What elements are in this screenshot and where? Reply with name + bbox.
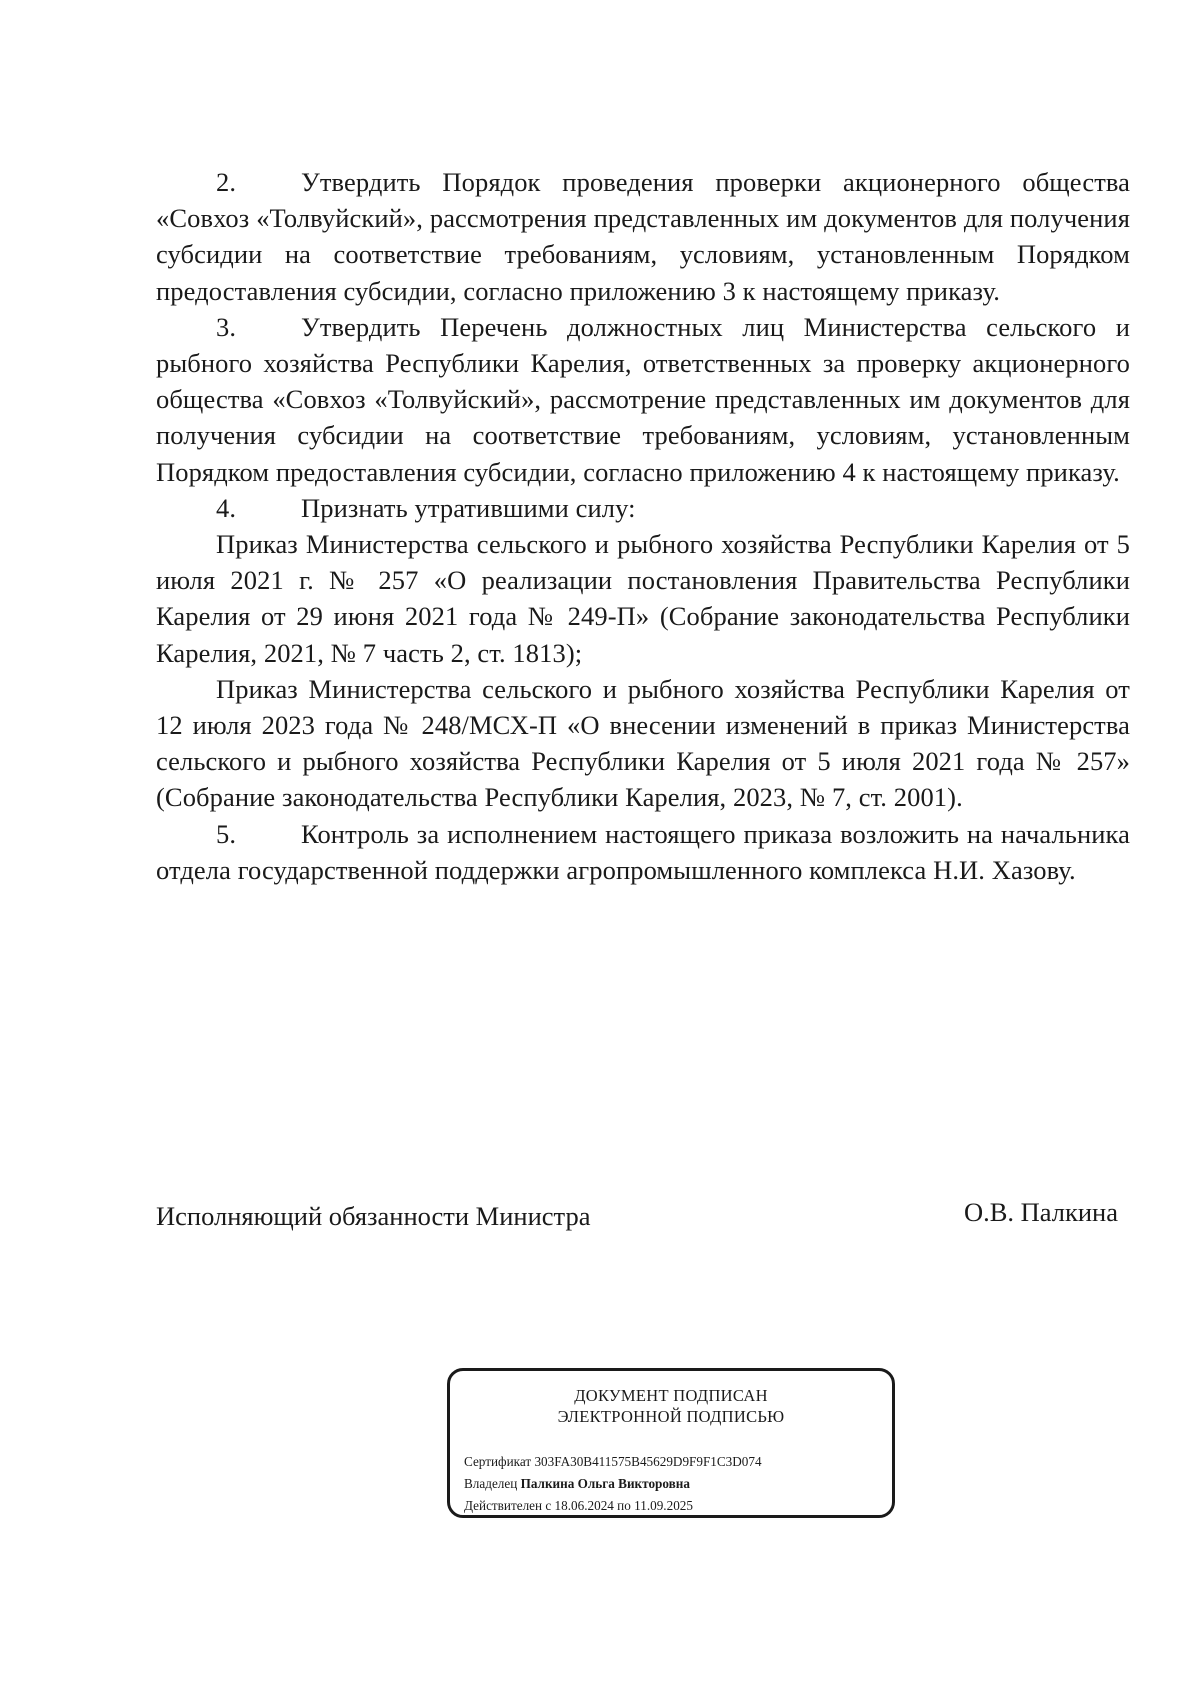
- document-body: [156, 164, 1130, 888]
- valid-from: 18.06.2024: [554, 1498, 614, 1513]
- valid-label: Действителен с: [464, 1498, 552, 1513]
- paragraph-text: Утвердить Порядок проведения проверки акционерного общества «Совхоз «Толвуйский», рассмотрения представленных им документов для получения субсидии на соответствие требованиям, условиям, установленным Порядком предоставления субсидии, согласно приложению 3 к настоящему приказу.: [156, 167, 1130, 306]
- signatory-title: Исполняющий обязанности Министра: [156, 1201, 591, 1231]
- valid-to-label: по: [617, 1498, 631, 1513]
- paragraph-number: 4.: [216, 492, 237, 523]
- stamp-header-line-2: ЭЛЕКТРОННОЙ ПОДПИСЬЮ: [557, 1407, 785, 1426]
- paragraph-number: 3.: [216, 311, 237, 342]
- paragraph-5: [156, 816, 1130, 888]
- stamp-owner-line: [464, 1473, 762, 1495]
- stamp-header-line-1: ДОКУМЕНТ ПОДПИСАН: [574, 1386, 768, 1405]
- stamp-header: [450, 1385, 892, 1427]
- paragraph-text: Приказ Министерства сельского и рыбного хозяйства Республики Карелия от 5 июля 2021 г. № 257 «О реализации постановления Правительства Республики Карелия от 29 июня 2021 года № 249-П» (Собрание законодательства Республики Карелия, 2021, № 7 часть 2, ст. 1813);: [156, 529, 1130, 668]
- paragraph-4-item-2: [156, 671, 1130, 816]
- certificate-value: 303FA30B411575B45629D9F9F1C3D074: [534, 1454, 762, 1469]
- paragraph-text: Утвердить Перечень должностных лиц Министерства сельского и рыбного хозяйства Республики Карелия, ответственных за проверку акционерного общества «Совхоз «Толвуйский», рассмотрение представленных им документов для получения субсидии на соответствие требованиям, условиям, установленным Порядком предоставления субсидии, согласно приложению 4 к настоящему приказу.: [156, 311, 1130, 487]
- electronic-signature-stamp: [447, 1368, 895, 1518]
- stamp-certificate-line: [464, 1451, 762, 1473]
- signatory-name: О.В. Палкина: [963, 1197, 1118, 1227]
- paragraph-4-item-1: [156, 526, 1130, 671]
- owner-label: Владелец: [464, 1476, 518, 1491]
- certificate-label: Сертификат: [464, 1454, 532, 1469]
- paragraph-text: Контроль за исполнением настоящего приказа возложить на начальника отдела государственной поддержки агропромышленного комплекса Н.И. Хазову.: [156, 818, 1130, 885]
- valid-to: 11.09.2025: [634, 1498, 693, 1513]
- stamp-details: [464, 1451, 762, 1517]
- stamp-validity-line: [464, 1495, 762, 1517]
- owner-value: Палкина Ольга Викторовна: [520, 1476, 690, 1491]
- paragraph-3: [156, 309, 1130, 490]
- paragraph-2: [156, 164, 1130, 309]
- paragraph-number: 5.: [216, 818, 237, 849]
- paragraph-number: 2.: [216, 167, 237, 197]
- paragraph-text: Приказ Министерства сельского и рыбного хозяйства Республики Карелия от 12 июля 2023 года № 248/МСХ-П «О внесении изменений в приказ Министерства сельского и рыбного хозяйства Республики Карелия от 5 июля 2021 года № 257» (Собрание законодательства Республики Карелия, 2023, № 7, ст. 2001).: [156, 673, 1130, 813]
- paragraph-4: [156, 490, 1130, 526]
- paragraph-text: Признать утратившими силу:: [301, 492, 636, 523]
